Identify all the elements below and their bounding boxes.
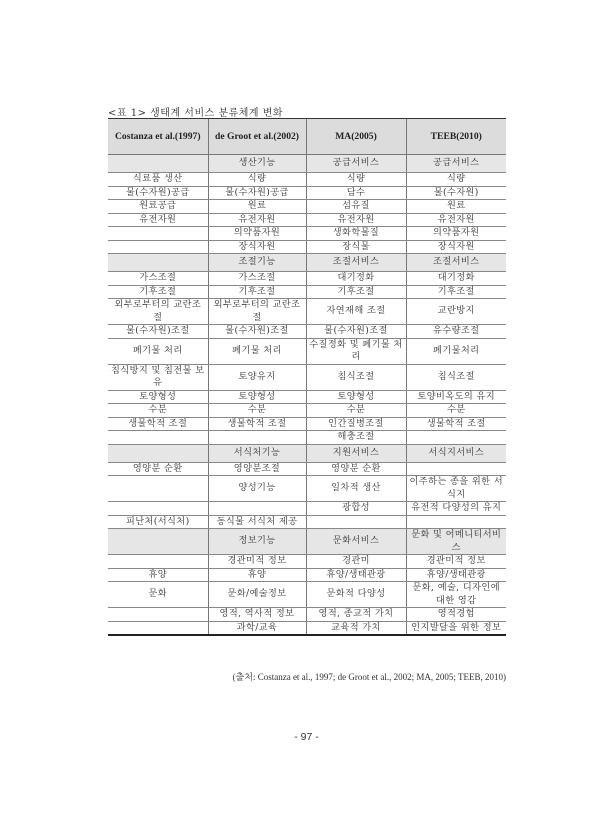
cell-ma: 문화서비스: [306, 529, 406, 555]
cell-teeb: 식량: [406, 173, 506, 187]
cell-teeb: 유수량조절: [406, 325, 506, 339]
cell-de-groot: 생산기능: [208, 155, 306, 173]
table-row: [108, 325, 506, 339]
cell-teeb: 인지발달을 위한 정보: [406, 621, 506, 635]
cell-teeb: 생물학적 조절: [406, 417, 506, 431]
cell-ma: 지원서비스: [306, 444, 406, 462]
cell-ma: 식량: [306, 173, 406, 187]
cell-ma: 경관미: [306, 555, 406, 569]
cell-costanza: 피난처(서식처): [108, 515, 208, 529]
cell-costanza: [108, 227, 208, 241]
cell-de-groot: 물(수자원)조절: [208, 325, 306, 339]
cell-ma: 조절서비스: [306, 254, 406, 272]
cell-ma: 유전자원: [306, 213, 406, 227]
cell-costanza: 가스조절: [108, 272, 208, 286]
cell-ma: 교육적 가치: [306, 621, 406, 635]
table-body: [108, 155, 506, 636]
cell-de-groot: 경관미적 정보: [208, 555, 306, 569]
table-row: [108, 186, 506, 200]
cell-costanza: 휴양: [108, 568, 208, 582]
cell-de-groot: 과학/교육: [208, 621, 306, 635]
cell-teeb: 휴양/생태관광: [406, 568, 506, 582]
cell-de-groot: 외부로부터의 교란조절: [208, 299, 306, 325]
header-ma: MA(2005): [306, 119, 406, 155]
cell-costanza: 외부로부터의 교란조절: [108, 299, 208, 325]
cell-de-groot: 식량: [208, 173, 306, 187]
cell-teeb: 이주하는 종을 위한 서식지: [406, 476, 506, 502]
cell-teeb: 기후조절: [406, 285, 506, 299]
cell-teeb: 대기정화: [406, 272, 506, 286]
cell-costanza: [108, 444, 208, 462]
cell-de-groot: 의약품자원: [208, 227, 306, 241]
cell-costanza: [108, 155, 208, 173]
cell-ma: 해충조절: [306, 431, 406, 445]
cell-costanza: 토양형성: [108, 390, 208, 404]
cell-costanza: 폐기물 처리: [108, 338, 208, 364]
cell-costanza: 유전자원: [108, 213, 208, 227]
table-row: [108, 338, 506, 364]
cell-costanza: [108, 254, 208, 272]
ecosystem-service-classification-table: [108, 118, 506, 636]
cell-teeb: 서식지서비스: [406, 444, 506, 462]
cell-teeb: 침식조절: [406, 364, 506, 390]
table-row: [108, 476, 506, 502]
cell-teeb: [406, 462, 506, 476]
cell-teeb: 영적경험: [406, 608, 506, 622]
header-de-groot: de Groot et al.(2002): [208, 119, 306, 155]
table-row: [108, 299, 506, 325]
table-row: [108, 582, 506, 608]
table-row: [108, 515, 506, 529]
cell-ma: 일차적 생산: [306, 476, 406, 502]
header-teeb: TEEB(2010): [406, 119, 506, 155]
cell-ma: 기후조절: [306, 285, 406, 299]
table-row: [108, 555, 506, 569]
table-row: [108, 621, 506, 635]
table-row: [108, 227, 506, 241]
table-row: [108, 568, 506, 582]
table-row: [108, 502, 506, 516]
cell-ma: 인간질병조절: [306, 417, 406, 431]
cell-costanza: 수분: [108, 404, 208, 418]
cell-teeb: 유전자원: [406, 213, 506, 227]
cell-ma: 물(수자원)조절: [306, 325, 406, 339]
table-row: [108, 240, 506, 254]
page-number: - 97 -: [294, 731, 319, 743]
cell-teeb: 조절서비스: [406, 254, 506, 272]
cell-ma: 영양분 순환: [306, 462, 406, 476]
table-row: [108, 272, 506, 286]
cell-teeb: 물(수자원): [406, 186, 506, 200]
table-row: [108, 431, 506, 445]
cell-teeb: [406, 431, 506, 445]
table-row: [108, 364, 506, 390]
cell-ma: 토양형성: [306, 390, 406, 404]
table-row: [108, 462, 506, 476]
cell-teeb: 유전적 다양성의 유지: [406, 502, 506, 516]
cell-de-groot: 토양형성: [208, 390, 306, 404]
table-section-row: [108, 529, 506, 555]
table-row: [108, 173, 506, 187]
cell-ma: 담수: [306, 186, 406, 200]
cell-costanza: [108, 476, 208, 502]
cell-costanza: 문화: [108, 582, 208, 608]
cell-de-groot: 수분: [208, 404, 306, 418]
cell-costanza: [108, 529, 208, 555]
cell-teeb: 공급서비스: [406, 155, 506, 173]
cell-de-groot: 문화/예술정보: [208, 582, 306, 608]
cell-teeb: 원료: [406, 200, 506, 214]
table-section-row: [108, 155, 506, 173]
cell-de-groot: [208, 502, 306, 516]
cell-de-groot: 정보기능: [208, 529, 306, 555]
cell-ma: 수분: [306, 404, 406, 418]
cell-costanza: [108, 502, 208, 516]
cell-de-groot: [208, 431, 306, 445]
cell-ma: 대기정화: [306, 272, 406, 286]
cell-costanza: 생물학적 조절: [108, 417, 208, 431]
cell-de-groot: 휴양: [208, 568, 306, 582]
table-row: [108, 608, 506, 622]
table-section-row: [108, 444, 506, 462]
cell-ma: 침식조절: [306, 364, 406, 390]
table-caption: <표 1> 생태계 서비스 분류체계 변화: [108, 108, 284, 119]
cell-teeb: 장식자원: [406, 240, 506, 254]
cell-de-groot: 영적, 역사적 정보: [208, 608, 306, 622]
table-row: [108, 390, 506, 404]
cell-de-groot: 유전자원: [208, 213, 306, 227]
table-row: [108, 200, 506, 214]
table-row: [108, 404, 506, 418]
cell-de-groot: 양성기능: [208, 476, 306, 502]
cell-costanza: 물(수자원)공급: [108, 186, 208, 200]
header-costanza: Costanza et al.(1997): [108, 119, 208, 155]
cell-costanza: 기후조절: [108, 285, 208, 299]
cell-teeb: 수분: [406, 404, 506, 418]
cell-costanza: [108, 431, 208, 445]
cell-ma: 자연재해 조절: [306, 299, 406, 325]
cell-de-groot: 폐기물 처리: [208, 338, 306, 364]
cell-ma: 광합성: [306, 502, 406, 516]
cell-de-groot: 생물학적 조절: [208, 417, 306, 431]
cell-ma: 문화적 다양성: [306, 582, 406, 608]
cell-de-groot: 원료: [208, 200, 306, 214]
cell-costanza: [108, 608, 208, 622]
cell-ma: [306, 515, 406, 529]
table-section-row: [108, 254, 506, 272]
cell-teeb: 문화 및 어메니티서비스: [406, 529, 506, 555]
cell-teeb: [406, 515, 506, 529]
cell-de-groot: 장식자원: [208, 240, 306, 254]
table-row: [108, 285, 506, 299]
cell-costanza: 식료품 생산: [108, 173, 208, 187]
cell-ma: 영적, 종교적 가치: [306, 608, 406, 622]
cell-teeb: 문화, 예술, 디자인에 대한 영감: [406, 582, 506, 608]
cell-teeb: 의약품자원: [406, 227, 506, 241]
cell-de-groot: 동식물 서식처 제공: [208, 515, 306, 529]
cell-costanza: [108, 240, 208, 254]
cell-ma: 생화학물질: [306, 227, 406, 241]
cell-costanza: 침식방지 및 침전물 보유: [108, 364, 208, 390]
cell-costanza: [108, 621, 208, 635]
cell-costanza: 물(수자원)조절: [108, 325, 208, 339]
cell-teeb: 토양비옥도의 유지: [406, 390, 506, 404]
cell-teeb: 폐기물처리: [406, 338, 506, 364]
cell-ma: 공급서비스: [306, 155, 406, 173]
table-row: [108, 213, 506, 227]
cell-teeb: 교란방지: [406, 299, 506, 325]
table-row: [108, 417, 506, 431]
cell-costanza: 원료공급: [108, 200, 208, 214]
table-header-row: [108, 119, 506, 155]
source-citation: (출처: Costanza et al., 1997; de Groot et al., 2002; MA, 2005; TEEB, 2010): [232, 672, 506, 682]
cell-de-groot: 영양분조절: [208, 462, 306, 476]
cell-ma: 휴양/생태관광: [306, 568, 406, 582]
cell-de-groot: 서식처기능: [208, 444, 306, 462]
cell-costanza: [108, 555, 208, 569]
cell-teeb: 경관미적 정보: [406, 555, 506, 569]
cell-ma: 장식물: [306, 240, 406, 254]
cell-de-groot: 토양유지: [208, 364, 306, 390]
cell-de-groot: 가스조절: [208, 272, 306, 286]
cell-ma: 수질정화 및 폐기물 처리: [306, 338, 406, 364]
cell-ma: 섬유질: [306, 200, 406, 214]
cell-costanza: 영양분 순환: [108, 462, 208, 476]
cell-de-groot: 조절기능: [208, 254, 306, 272]
cell-de-groot: 기후조절: [208, 285, 306, 299]
cell-de-groot: 물(수자원)공급: [208, 186, 306, 200]
